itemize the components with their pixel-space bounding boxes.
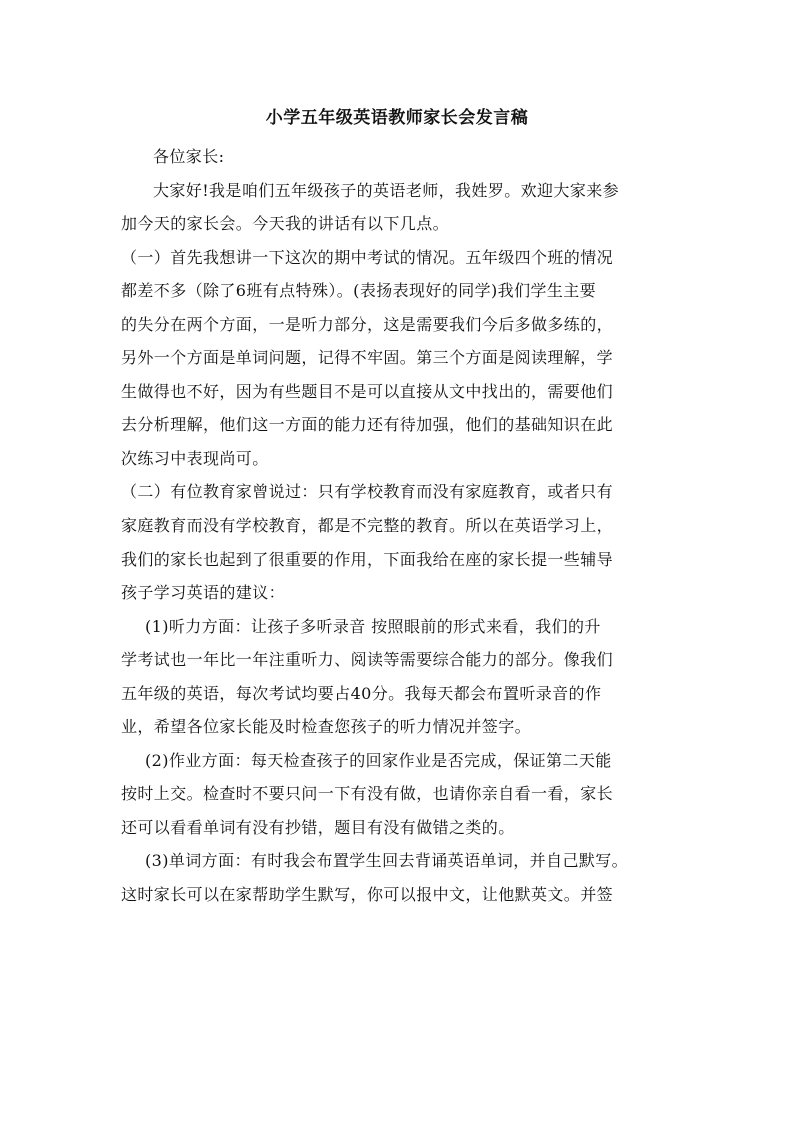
text-line: 生做得也不好，因为有些题目不是可以直接从文中找出的，需要他们 xyxy=(121,381,614,401)
text-line: 家庭教育而没有学校教育，都是不完整的教育。所以在英语学习上， xyxy=(121,516,614,536)
text-line: 加今天的家长会。今天我的讲话有以下几点。 xyxy=(121,214,450,234)
text-line: 另外一个方面是单词问题，记得不牢固。第三个方面是阅读理解，学 xyxy=(121,348,614,368)
text-line: (1)听力方面：让孩子多听录音 按照眼前的形式来看，我们的升 xyxy=(145,616,601,636)
salutation-line: 各位家长: xyxy=(153,147,225,166)
text-line: 的失分在两个方面，一是听力部分，这是需要我们今后多做多练的， xyxy=(121,314,614,334)
text-line: 大家好!我是咱们五年级孩子的英语老师，我姓罗。欢迎大家来参 xyxy=(153,180,620,200)
text-line: （二）有位教育家曾说过：只有学校教育而没有家庭教育，或者只有 xyxy=(121,482,614,502)
document-title: 小学五年级英语教师家长会发言稿 xyxy=(265,108,529,128)
text-line: (3)单词方面：有时我会布置学生回去背诵英语单词，并自己默写。 xyxy=(145,851,629,871)
text-line: 去分析理解，他们这一方面的能力还有待加强，他们的基础知识在此 xyxy=(121,415,614,435)
text-line: 业，希望各位家长能及时检查您孩子的听力情况并签字。 xyxy=(121,717,532,737)
text-line: 我们的家长也起到了很重要的作用，下面我给在座的家长提一些辅导 xyxy=(121,549,614,569)
text-line: 按时上交。检查时不要只问一下有没有做，也请你亲自看一看，家长 xyxy=(121,784,614,804)
text-line: (2)作业方面：每天检查孩子的回家作业是否完成，保证第二天能 xyxy=(145,750,612,770)
text-line: 次练习中表现尚可。 xyxy=(121,448,269,468)
text-line: 都差不多（除了6班有点特殊）。(表扬表现好的同学)我们学生主要 xyxy=(121,281,597,301)
text-line: （一）首先我想讲一下这次的期中考试的情况。五年级四个班的情况 xyxy=(121,247,614,267)
text-line: 还可以看看单词有没有抄错，题目有没有做错之类的。 xyxy=(121,817,515,837)
document-body xyxy=(121,140,681,912)
text-line: 学考试也一年比一年注重听力、阅读等需要综合能力的部分。像我们 xyxy=(121,650,614,670)
text-line: 孩子学习英语的建议： xyxy=(121,583,286,603)
text-line: 这时家长可以在家帮助学生默写，你可以报中文，让他默英文。并签 xyxy=(121,885,614,905)
text-line: 五年级的英语，每次考试均要占40分。我每天都会布置听录音的作 xyxy=(121,683,602,703)
